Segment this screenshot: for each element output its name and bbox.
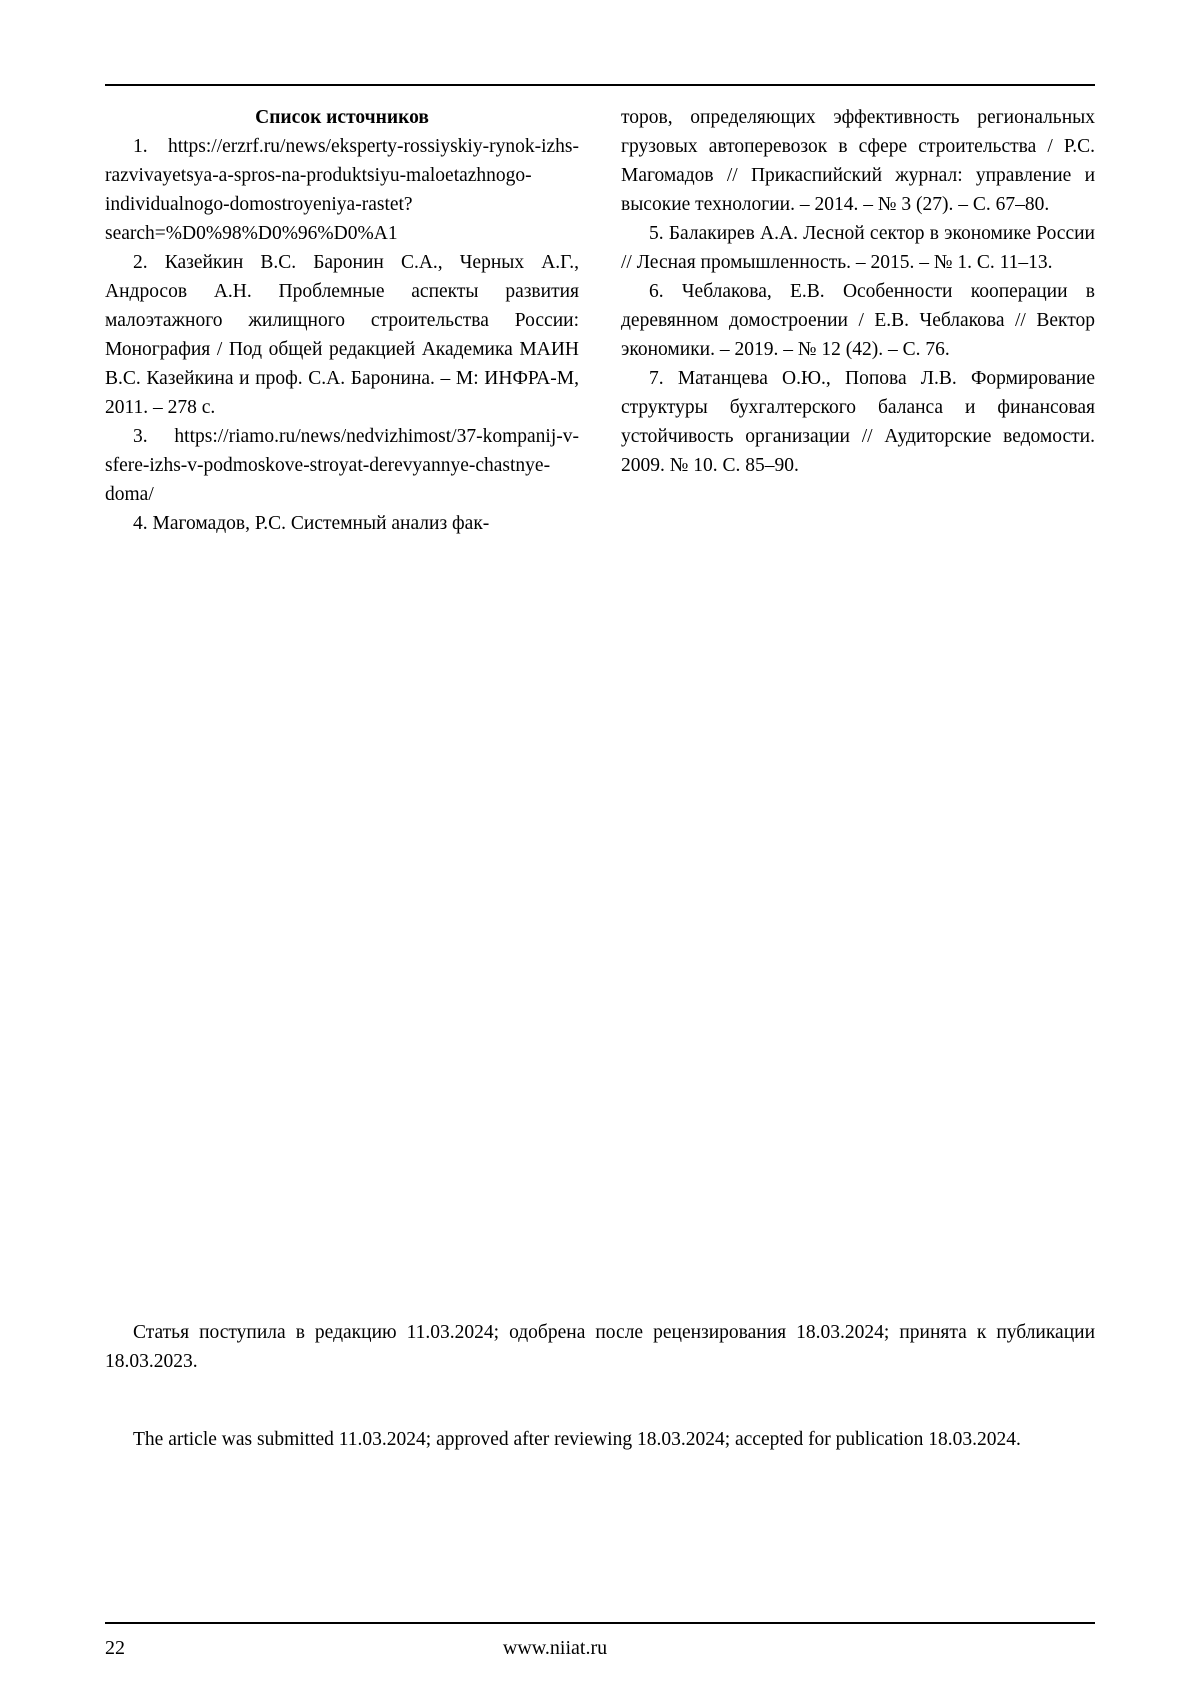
reference-item-4: 4. Магомадов, Р.С. Системный анализ фак-	[133, 513, 490, 534]
page-number: 22	[105, 1637, 125, 1659]
reference-item-7: 7. Матанцева О.Ю., Попова Л.В. Формирование структуры бухгалтерского баланса и финансовая устойчивость организации // Аудиторские ведомости. 2009. № 10. С. 85–90.	[621, 368, 1095, 476]
references-heading: Список источников	[255, 107, 429, 128]
references-section	[105, 103, 1095, 538]
right-column	[621, 103, 1095, 538]
page-footer	[105, 1634, 1095, 1664]
reference-item-4-continued: торов, определяющих эффективность региональных грузовых автоперевозок в сфере строительства / Р.С. Магомадов // Прикаспийский журнал: управление и высокие технологии. – 2014. – № 3 (27). – С. 67–80.	[621, 107, 1095, 215]
top-rule	[105, 84, 1095, 86]
submission-note-ru: Статья поступила в редакцию 11.03.2024; одобрена после рецензирования 18.03.2024; принята к публикации 18.03.2023.	[105, 1322, 1095, 1372]
submission-note-en: The article was submitted 11.03.2024; approved after reviewing 18.03.2024; accepted for publication 18.03.2024.	[133, 1429, 1021, 1450]
submission-notes	[105, 1318, 1095, 1454]
footer-rule	[105, 1622, 1095, 1624]
reference-item-5: 5. Балакирев А.А. Лесной сектор в экономике России // Лесная промышленность. – 2015. – № 1. С. 11–13.	[621, 223, 1095, 273]
site-url: www.niiat.ru	[502, 1637, 608, 1659]
reference-item-3: 3. https://riamo.ru/news/nedvizhimost/37-kompanij-v-sfere-izhs-v-podmoskove-stroyat-derevyannye-chastnye-doma/	[105, 426, 579, 505]
reference-item-6: 6. Чеблакова, Е.В. Особенности кооперации в деревянном домостроении / Е.В. Чеблакова // Вектор экономики. – 2019. – № 12 (42). – С. 76.	[621, 281, 1095, 360]
reference-item-1: 1. https://erzrf.ru/news/eksperty-rossiyskiy-rynok-izhs-razvivayetsya-a-spros-na-produktsiyu-maloetazhnogo-individualnogo-domostroyeniya-rastet?search=%D0%98%D0%96%D0%A1	[105, 136, 579, 244]
reference-item-2: 2. Казейкин В.С. Баронин С.А., Черных А.Г., Андросов А.Н. Проблемные аспекты развития малоэтажного жилищного строительства России: Монография / Под общей редакцией Академика МАИН В.С. Казейкина и проф. С.А. Баронина. – М: ИНФРА-М, 2011. – 278 с.	[105, 252, 579, 418]
left-column	[105, 103, 579, 538]
